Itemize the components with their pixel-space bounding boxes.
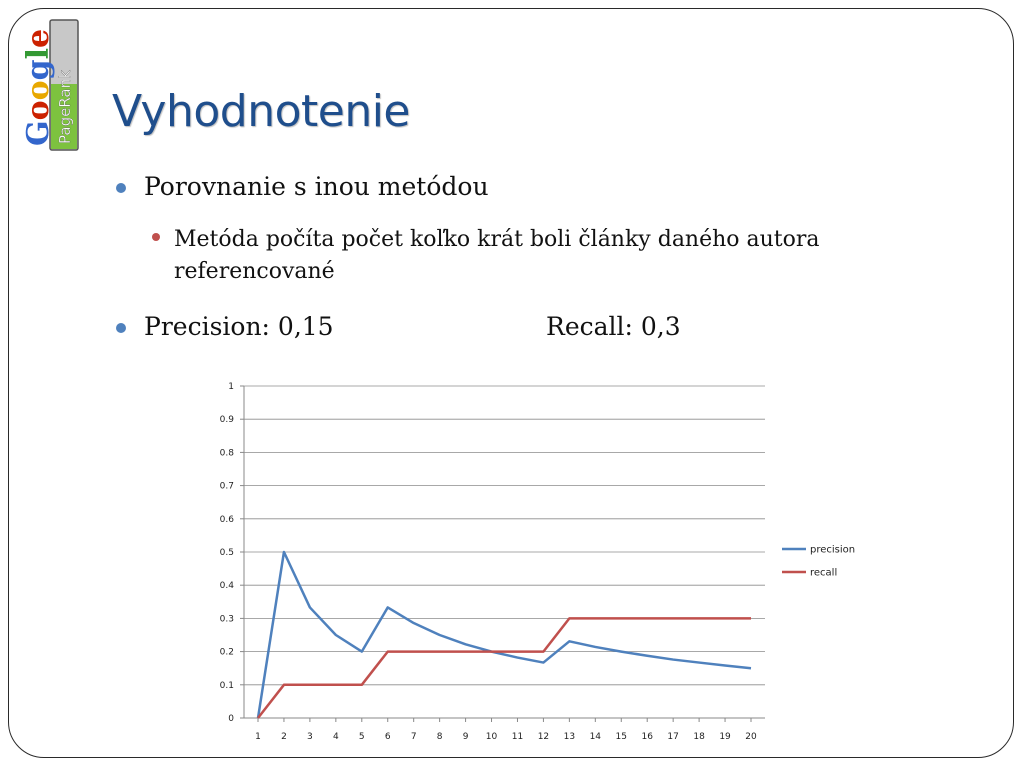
y-tick-label: 0.3: [219, 614, 234, 625]
y-tick-label: 0.7: [219, 481, 234, 492]
y-tick-label: 1: [228, 382, 234, 392]
x-tick-label: 1: [255, 732, 261, 742]
y-tick-label: 0.5: [219, 548, 234, 558]
bullet-dot: [116, 183, 126, 193]
google-pagerank-logo: [18, 18, 80, 152]
google-wordmark: Google: [21, 28, 56, 146]
x-tick-label: 14: [589, 732, 602, 742]
x-tick-label: 7: [410, 732, 417, 742]
sub-bullet-text: Metóda počíta počet koľko krát boli články daného autora referencované: [174, 227, 820, 284]
x-tick-label: 4: [332, 732, 339, 742]
y-tick-label: 0.8: [219, 448, 234, 459]
y-tick-label: 0.9: [219, 415, 234, 426]
y-tick-label: 0.4: [219, 581, 234, 592]
series-precision-line: [258, 552, 751, 718]
x-tick-label: 8: [436, 732, 443, 742]
bullet-text: Porovnanie s inou metódou: [144, 172, 489, 201]
x-tick-label: 18: [693, 732, 705, 742]
precision-recall-chart: [200, 370, 880, 750]
x-tick-label: 6: [384, 732, 391, 742]
y-tick-label: 0.2: [219, 647, 234, 658]
x-tick-label: 16: [641, 732, 653, 742]
legend-label-recall: recall: [810, 567, 838, 579]
x-tick-label: 9: [462, 732, 469, 742]
chart-legend: [782, 545, 855, 579]
precision-text: Precision: 0,15: [144, 312, 334, 341]
x-tick-label: 10: [485, 732, 498, 742]
series-recall-line: [258, 618, 751, 718]
x-tick-label: 11: [511, 732, 524, 742]
x-tick-label: 2: [281, 732, 287, 742]
x-axis-ticks: [255, 732, 757, 742]
y-axis-ticks: [220, 382, 235, 724]
recall-text: Recall: 0,3: [546, 312, 681, 341]
slide-title: Vyhodnotenie: [112, 86, 411, 137]
x-tick-label: 3: [307, 732, 313, 742]
x-tick-label: 15: [615, 732, 627, 742]
bullet-dot: [116, 323, 126, 333]
x-tick-label: 12: [537, 732, 550, 742]
y-tick-label: 0.1: [219, 680, 234, 691]
x-tick-label: 19: [719, 732, 731, 742]
y-tick-label: 0.6: [219, 514, 234, 525]
pagerank-text: PageRank: [56, 70, 74, 144]
chart-series: [258, 552, 751, 718]
sub-bullet-dot: [152, 233, 160, 241]
legend-label-precision: precision: [810, 544, 856, 556]
y-tick-label: 0: [228, 714, 234, 724]
x-tick-label: 13: [563, 732, 576, 742]
x-tick-label: 17: [667, 732, 679, 742]
x-tick-label: 20: [745, 732, 757, 742]
x-tick-label: 5: [358, 732, 365, 742]
chart-grid: [240, 386, 765, 722]
